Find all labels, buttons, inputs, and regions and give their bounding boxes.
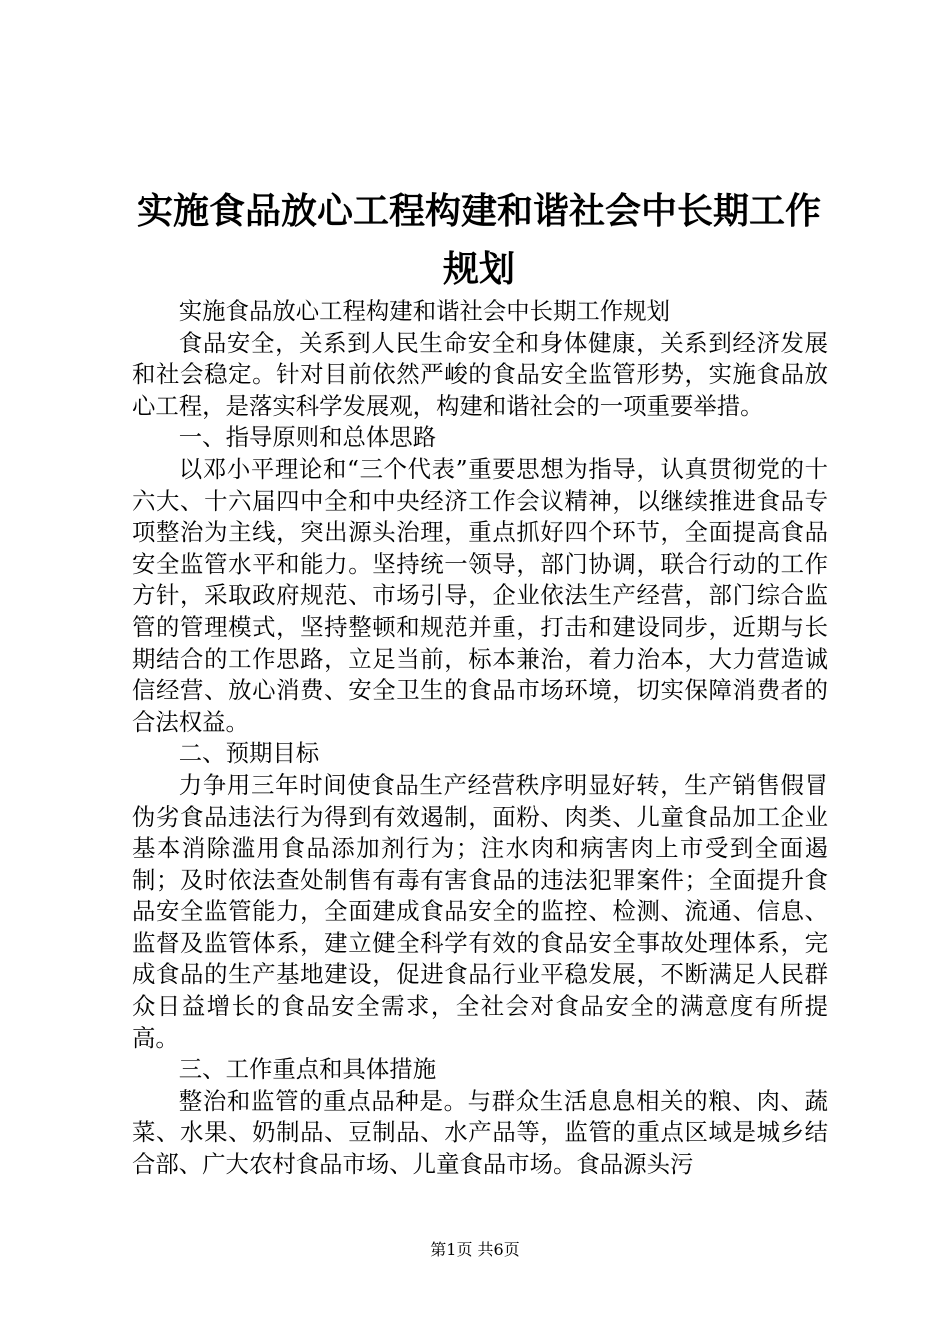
document-body (132, 296, 828, 1181)
body-paragraph: 食品安全，关系到人民生命安全和身体健康，关系到经济发展和社会稳定。针对目前依然严峻的食品安全监管形势，实施食品放心工程，是落实科学发展观，构建和谐社会的一项重要举措。 (132, 328, 828, 420)
body-paragraph: 以邓小平理论和“三个代表”重要思想为指导，认真贯彻党的十六大、十六届四中全和中央经济工作会议精神，以继续推进食品专项整治为主线，突出源头治理，重点抓好四个环节，全面提高食品安全监管水平和能力。坚持统一领导，部门协调，联合行动的工作方针，采取政府规范、市场引导，企业依法生产经营，部门综合监管的管理模式，坚持整顿和规范并重，打击和建设同步，近期与长期结合的工作思路，立足当前，标本兼治，着力治本，大力营造诚信经营、放心消费、安全卫生的食品市场环境，切实保障消费者的合法权益。 (132, 454, 828, 736)
page-footer: 第1页 共6页 (430, 1240, 520, 1259)
body-paragraph: 力争用三年时间使食品生产经营秩序明显好转，生产销售假冒伪劣食品违法行为得到有效遏制，面粉、肉类、儿童食品加工企业基本消除滥用食品添加剂行为；注水肉和病害肉上市受到全面遏制；及时依法查处制售有毒有害食品的违法犯罪案件；全面提升食品安全监管能力，全面建成食品安全的监控、检测、流通、信息、监督及监管体系，建立健全科学有效的食品安全事故处理体系，完成食品的生产基地建设，促进食品行业平稳发展，不断满足人民群众日益增长的食品安全需求，全社会对食品安全的满意度有所提高。 (132, 770, 828, 1052)
section-heading: 二、预期目标 (178, 739, 320, 768)
body-paragraph: 实施食品放心工程构建和谐社会中长期工作规划 (178, 297, 670, 325)
section-heading: 一、指导原则和总体思路 (178, 423, 437, 452)
section-heading: 三、工作重点和具体措施 (178, 1055, 437, 1084)
document-title: 实施食品放心工程构建和谐社会中长期工作规划 (136, 190, 821, 290)
body-paragraph: 整治和监管的重点品种是。与群众生活息息相关的粮、肉、蔬菜、水果、奶制品、豆制品、水产品等，监管的重点区域是城乡结合部、广大农村食品市场、儿童食品市场。食品源头污 (132, 1086, 828, 1179)
